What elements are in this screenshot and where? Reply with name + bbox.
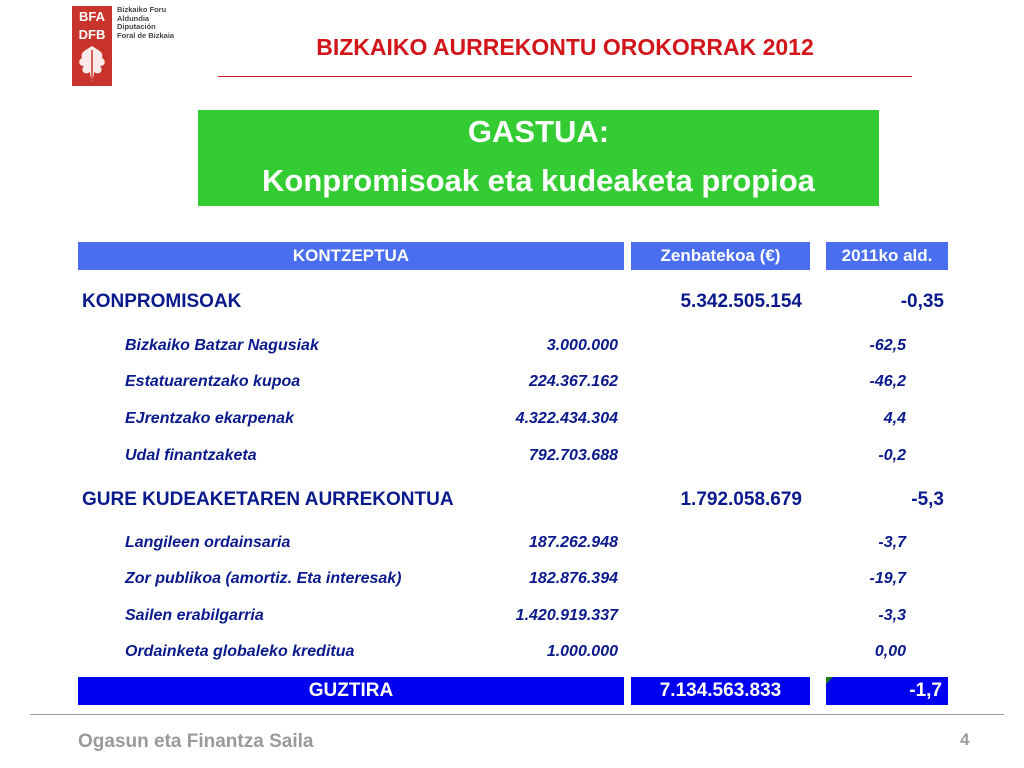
row-amount: 1.420.919.337 [515, 607, 618, 624]
column-header-concept: KONTZEPTUA [78, 242, 624, 270]
total-change: -1,7 [909, 680, 942, 701]
logo-caption-line: Foral de Bizkaia [117, 30, 175, 40]
section-amount: 1.792.058.679 [680, 489, 802, 510]
total-change-cell [826, 677, 948, 705]
footer-department: Ogasun eta Finantza Saila [78, 731, 314, 752]
section-amount: 5.342.505.154 [680, 291, 802, 312]
logo-caption-line: Diputación [117, 22, 156, 31]
row-change: -3,7 [878, 534, 906, 551]
oak-leaf-icon [76, 44, 108, 84]
row-change: -46,2 [869, 373, 906, 390]
row-change: 0,00 [874, 643, 906, 660]
row-amount: 187.262.948 [529, 534, 618, 551]
page-number: 4 [960, 730, 970, 749]
row-change: -0,2 [878, 447, 906, 464]
row-amount: 182.876.394 [529, 570, 618, 587]
row-amount: 1.000.000 [546, 643, 618, 660]
total-amount: 7.134.563.833 [631, 677, 810, 705]
column-header-amount: Zenbatekoa (€) [631, 242, 810, 270]
page-title: BIZKAIKO AURREKONTU OROKORRAK 2012 [316, 34, 814, 60]
row-label: Udal finantzaketa [125, 447, 257, 464]
banner-heading: GASTUA: [467, 114, 610, 149]
logo-line-1: BFA [79, 9, 105, 24]
row-label: Bizkaiko Batzar Nagusiak [125, 337, 319, 354]
row-change: 4,4 [883, 410, 906, 427]
row-change: -62,5 [869, 337, 906, 354]
row-change: -19,7 [869, 570, 906, 587]
row-amount: 4.322.434.304 [515, 410, 618, 427]
section-label: GURE KUDEAKETAREN AURREKONTUA [82, 489, 454, 510]
bfa-dfb-logo [72, 6, 112, 86]
cell-comment-marker-icon [826, 677, 833, 684]
row-label: Estatuarentzako kupoa [125, 373, 301, 390]
row-label: Ordainketa globaleko kreditua [125, 643, 355, 660]
row-label: Sailen erabilgarria [125, 607, 264, 624]
column-header-change: 2011ko ald. [826, 242, 948, 270]
title-underline [218, 76, 912, 77]
logo-caption-line: Aldundia [117, 13, 150, 23]
row-label: EJrentzako ekarpenak [125, 410, 294, 427]
row-amount: 224.367.162 [529, 373, 618, 390]
logo-line-2: DFB [78, 27, 106, 42]
row-amount: 3.000.000 [546, 337, 618, 354]
logo-caption [117, 6, 174, 40]
row-label: Langileen ordainsaria [125, 534, 291, 551]
total-label: GUZTIRA [78, 677, 624, 705]
section-change: -0,35 [900, 291, 944, 312]
banner-subheading: Konpromisoak eta kudeaketa propioa [262, 163, 815, 198]
section-label: KONPROMISOAK [82, 291, 242, 312]
footer-divider [30, 714, 1004, 715]
row-change: -3,3 [878, 607, 906, 624]
row-amount: 792.703.688 [529, 447, 618, 464]
row-label: Zor publikoa (amortiz. Eta interesak) [125, 570, 402, 587]
logo-caption-line: Bizkaiko Foru [117, 5, 167, 14]
section-change: -5,3 [911, 489, 944, 510]
section-banner [198, 110, 879, 206]
